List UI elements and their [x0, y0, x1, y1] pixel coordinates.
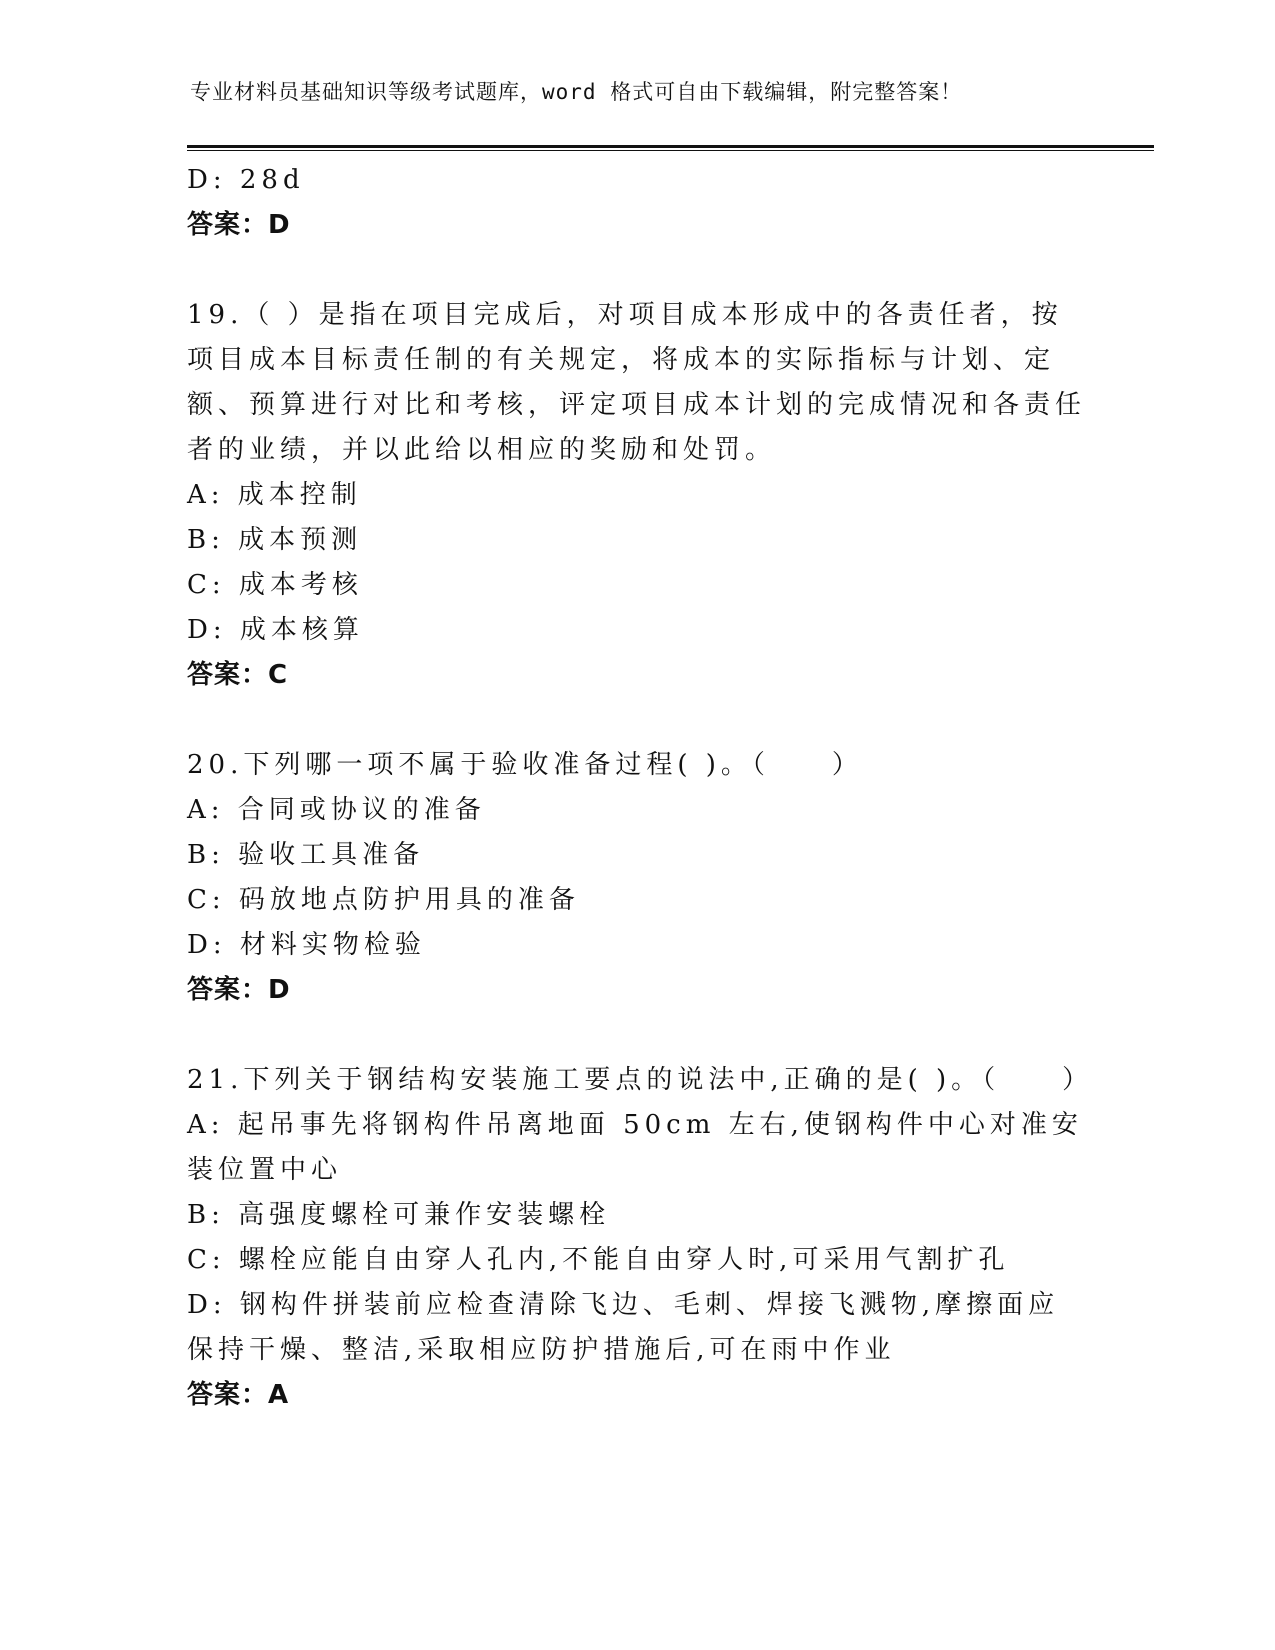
- question-stem: 20.下列哪一项不属于验收准备过程( )。（ ）: [187, 750, 863, 780]
- option-d: D: 成本核算: [187, 615, 364, 645]
- header-rule-thin: [187, 150, 1154, 151]
- option-a: A: 成本控制: [187, 480, 362, 510]
- question-19: [187, 293, 1087, 698]
- option-c: C: 成本考核: [187, 570, 363, 600]
- header-rule-thick: [187, 145, 1154, 148]
- option-b: B: 验收工具准备: [187, 840, 425, 870]
- prev-option-d: D: 28d: [187, 165, 305, 195]
- page-header: 专业材料员基础知识等级考试题库，word 格式可自由下载编辑，附完整答案！: [190, 80, 963, 104]
- question-stem: 21.下列关于钢结构安装施工要点的说法中,正确的是( )。（ ）: [187, 1065, 1094, 1095]
- question-21: [187, 1058, 1094, 1418]
- option-d: D: 材料实物检验: [187, 930, 426, 960]
- option-b: B: 高强度螺栓可兼作安装螺栓: [187, 1200, 611, 1230]
- option-c: C: 螺栓应能自由穿人孔内,不能自由穿人时,可采用气割扩孔: [187, 1245, 1010, 1275]
- answer: 答案：C: [187, 660, 289, 690]
- prev-answer: 答案：D: [187, 210, 291, 240]
- option-a: A: 合同或协议的准备: [187, 795, 486, 825]
- question-stem: 19.（ ）是指在项目完成后，对项目成本形成中的各责任者，按项目成本目标责任制的有关规定，将成本的实际指标与计划、定额、预算进行对比和考核，评定项目成本计划的完成情况和各责任者的业绩，并以此给以相应的奖励和处罚。: [187, 300, 1087, 465]
- answer: 答案：D: [187, 975, 291, 1005]
- option-a: A: 起吊事先将钢构件吊离地面 50cm 左右,使钢构件中心对准安装位置中心: [187, 1110, 1083, 1185]
- option-d: D: 钢构件拼装前应检查清除飞边、毛刺、焊接飞溅物,摩擦面应保持干燥、整洁,采取相应防护措施后,可在雨中作业: [187, 1290, 1060, 1365]
- question-content: [187, 158, 1094, 1418]
- question-20: [187, 743, 1087, 1013]
- answer: 答案：A: [187, 1380, 290, 1410]
- option-b: B: 成本预测: [187, 525, 363, 555]
- option-c: C: 码放地点防护用具的准备: [187, 885, 580, 915]
